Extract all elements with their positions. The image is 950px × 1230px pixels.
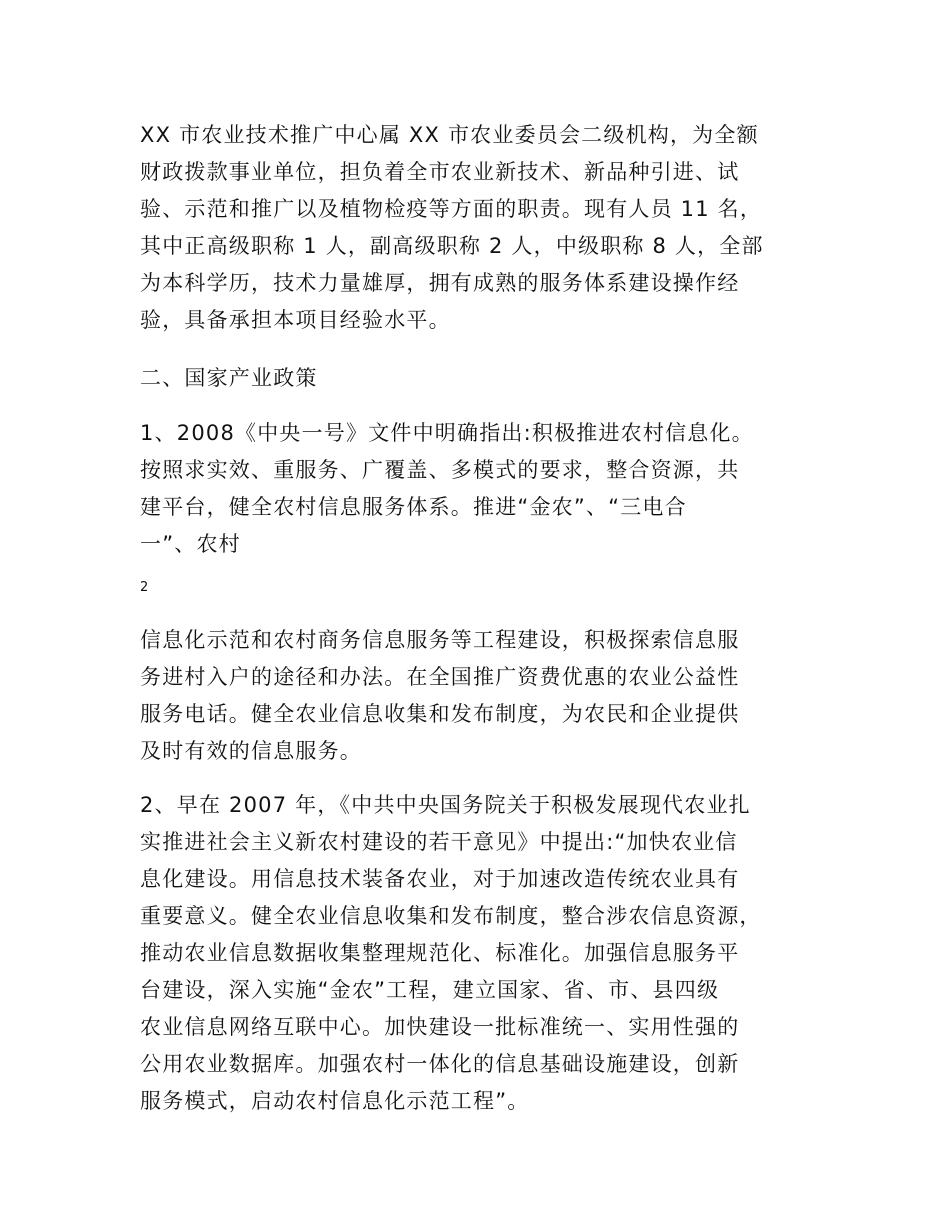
paragraph-organization-intro: XX 市农业技术推广中心属 XX 市农业委员会二级机构，为全额 财政拨款事业单位，担负着全市农业新技术、新品种引进、试 验、示范和推广以及植物检疫等方面的职责。现有人员 11 名， 其中正高级职称 1 人，副高级职称 2 人，中级职称 8 人，全部 为本科学历，技术力量雄厚，拥有成熟的服务体系建设操作经 验，具备承担本项目经验水平。 <box>140 123 764 332</box>
paragraph-policy-2007: 2、早在 2007 年，《中共中央国务院关于积极发展现代农业扎 实推进社会主义新农村建设的若干意见》中提出:“加快农业信 息化建设。用信息技术装备农业，对于加速改造传统农业具有 重要意义。健全农业信息收集和发布制度，整合涉农信息资源， 推动农业信息数据收集整理规范化、标准化。加强信息服务平 台建设，深入实施“金农”工程，建立国家、省、市、县四级 农业信息网络互联中心。加快建设一批标准统一、实用性强的 公用农业数据库。加强农村一体化的信息基础设施建设，创新 服务模式，启动农村信息化示范工程”。 <box>140 793 762 1113</box>
paragraph-policy-2008-continued: 信息化示范和农村商务信息服务等工程建设，积极探索信息服 务进村入户的途径和办法。在全国推广资费优惠的农业公益性 服务电话。健全农业信息收集和发布制度，为农民和企业提供 及时有效的信息服务。 <box>140 628 740 763</box>
paragraph-policy-2008: 1、2008《中央一号》文件中明确指出:积极推进农村信息化。 按照求实效、重服务、广覆盖、多模式的要求，整合资源，共 建平台，健全农村信息服务体系。推进“金农”、“三电合 一”、农村 <box>140 421 754 556</box>
page-number: 2 <box>140 580 149 595</box>
section-heading: 二、国家产业政策 <box>140 366 318 390</box>
